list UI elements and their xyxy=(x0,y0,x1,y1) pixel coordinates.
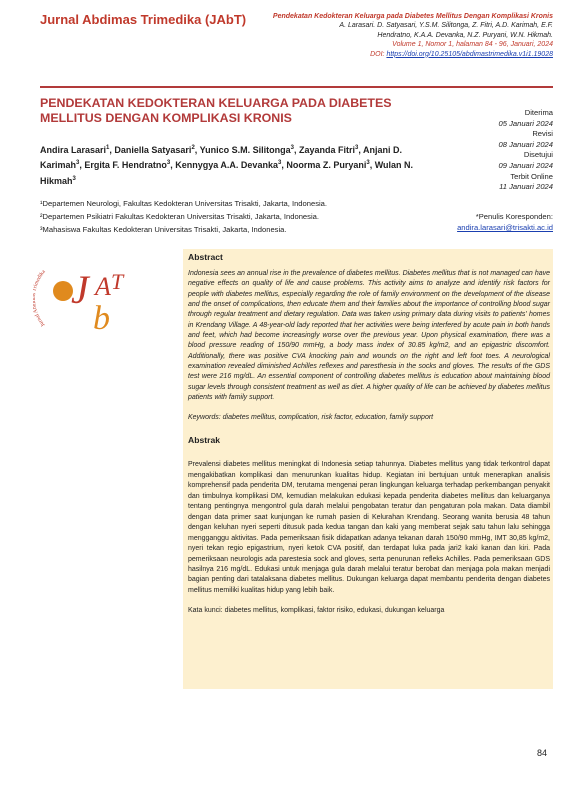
running-header xyxy=(253,12,553,59)
date-value-received: 05 Januari 2024 xyxy=(498,118,553,128)
abstract-id-heading: Abstrak xyxy=(188,435,220,446)
date-label-accepted: Disetujui xyxy=(523,150,553,160)
jabt-logo-icon xyxy=(33,255,181,337)
journal-logo xyxy=(33,255,181,337)
author: Kennygya A.A. Devanka$^3$ xyxy=(175,160,282,171)
keywords-en: Keywords: diabetes mellitus, complication, risk factor, education, family support xyxy=(188,414,434,422)
logo-letter-t: T xyxy=(111,269,124,294)
abstract-en-heading: Abstract xyxy=(188,252,223,262)
corresponding-email-link[interactable]: andira.larasari@trisakti.ac.id xyxy=(457,223,553,232)
date-label-online: Terbit Online xyxy=(510,171,553,181)
date-value-accepted: 09 Januari 2024 xyxy=(498,160,553,170)
abstract-content xyxy=(188,252,550,616)
affiliations xyxy=(40,198,440,236)
date-value-revised: 08 Januari 2024 xyxy=(498,139,553,149)
logo-letter-a: A xyxy=(95,272,111,301)
publication-dates xyxy=(499,108,553,193)
affiliation-3: ³Mahasiswa Fakultas Kedokteran Universitas Trisakti, Jakarta, Indonesia. xyxy=(40,224,287,234)
author: Wulan N. Hikmah$^3$ xyxy=(40,160,414,186)
logo-letter-j: J xyxy=(71,267,89,312)
corresponding-author xyxy=(457,211,553,233)
affiliation-2: ²Departemen Psikiatri Fakultas Kedokteran Universitas Trisakti, Jakarta, Indonesia. xyxy=(40,211,319,221)
header-divider xyxy=(40,86,553,88)
logo-curved-text: Jurnal A imedika xyxy=(33,268,47,328)
running-authors-line-2: Hendratno, K.A.A. Devanka, N.Z. Puryani, W.N. Hikmah. xyxy=(377,31,553,39)
corresponding-label: *Penulis Koresponden: xyxy=(475,212,553,221)
abstract-id-text: Prevalensi diabetes mellitus meningkat di Indonesia setiap tahunnya. Diabetes mellitus yang tidak terkontrol dapat mengakibatkan komplikasi dan menurunkan kualitas hidup. Kegiatan ini bertujuan untuk menerapkan analisis komprehensif pada penderita DM, terutama mengenai peran lingkungan keluarga terhadap perkembangan penyakit dan timbulnya komplikasi DM, kemudian melakukan edukasi kepada penderita diabetes mellitus dan keluarganya tentang pentingnya mengontrol gula darah melalui pengobatan teratur dan pengaturan pola makan. Data diambil dengan data primer saat kunjungan ke rumah pasien di Kelurahan Krendang. Seorang wanita berusia 48 tahun dengan keluhan nyeri seperti ditusuk pada kedua tangan dan kaki yang memberat sejak satu tahun lalu sehingga mengganggu aktivitas. Pada pemeriksaan fisik didapatkan adanya tekanan darah 150/90 mmHg, IMT 30,85 kg/m2, nyeri tekan regio epigastrium, nyeri ketok CVA positif, dan terdapat luka pada jari2 kaki kanan dan kiri. Pada pemeriksaan neurologis ada parestesia sock and gloves, serta penurunan refleks Achilles. Pada pemeriksaan GDS hasilnya 216 mg/dL. Edukasi untuk menjaga gula darah melalui teratur berobat dan menjaga pola makan menjadi bagian penting dari tatalaksana diabetes mellitus. Dukungan keluarga dapat membantu penderita dengan diabetes mellitus memiliki kualitas hidup yang lebih baik. xyxy=(188,461,550,594)
author-list: Andira Larasari$^1$, Daniella Satyasari$^2$, Yunico S.M. Silitonga$^3$, Zayanda Fitri$^3$, Anjani D. Karimah$^3$, Ergita F. Hendratno$^3$, Kennygya A.A. Devanka$^3$, Noorma Z. Puryani$^3$, Wulan N. Hikmah$^3$ xyxy=(40,145,414,186)
journal-name: Jurnal Abdimas Trimedika (JAbT) xyxy=(40,12,247,27)
date-value-online: 11 Januari 2024 xyxy=(499,182,553,192)
keywords-id: Kata kunci: diabetes mellitus, komplikasi, faktor risiko, edukasi, dukungan keluarga xyxy=(188,607,445,615)
date-label-received: Diterima xyxy=(524,108,553,117)
running-title: Pendekatan Kedokteran Keluarga pada Diabetes Mellitus Dengan Komplikasi Kronis xyxy=(272,13,553,20)
running-authors-line-1: A. Larasari. D. Satyasari, Y.S.M. Silitonga, Z. Fitri, A.D. Karimah, E.F. xyxy=(339,22,553,30)
doi-line xyxy=(253,50,553,59)
author: Noorma Z. Puryani$^3$ xyxy=(286,160,370,171)
doi-link[interactable]: https://doi.org/10.25105/abdimastrimedika.v1i1.19028 xyxy=(386,50,553,58)
author: Zayanda Fitri$^3$ xyxy=(299,145,359,155)
logo-letter-b: b xyxy=(93,300,110,337)
author: Andira Larasari$^1$ xyxy=(40,145,110,155)
date-label-revised: Revisi xyxy=(532,129,553,139)
author: Ergita F. Hendratno$^3$ xyxy=(84,160,171,171)
logo-orange-dot xyxy=(53,281,73,301)
author: Daniella Satyasari$^2$ xyxy=(114,145,195,155)
affiliation-1: ¹Departemen Neurologi, Fakultas Kedokteran Universitas Trisakti, Jakarta, Indonesia. xyxy=(40,199,328,208)
volume-info: Volume 1, Nomor 1, halaman 84 - 96, Januari, 2024 xyxy=(392,41,553,49)
abstract-en-text: Indonesia sees an annual rise in the prevalence of diabetes mellitus. Diabetes mellitus that is not managed can have negative effects on quality of life and cause problems. This activity aims to analyze and identify risk factors for people with diabetes mellitus, especially regarding the role of family environment on the development of the disease and the onset of complications, then educate them and their families about the importance of controlling blood sugar through regular treatment and dietary regulation. Data was taken using primary data during visits to patients' homes in Krendang Village. A 48-year-old lady reported that her activities were being interfered by acute pain in both hands and feet, which had become increasingly worse over the previous year. Upon physical examination, there was a blood pressure reading of 150/90 mmHg, a body mass index of 30.85 kg/m2, and an epigastric discomfort. Additionally, there was positive CVA knocking pain and wounds on the right and left foot toes. A neurological examination revealed diminished Achilles reflexes and paresthesia in the socks and gloves. The results of the GDS test were 216 mg/dL. An essential component of controlling diabetes mellitus is education about maintaining blood sugar levels through consistent treatment as well as diet. A higher quality of life can be achieved by diabetes mellitus patients with family support. xyxy=(188,270,550,402)
page-number: 84 xyxy=(536,748,547,758)
author: Yunico S.M. Silitonga$^3$ xyxy=(199,145,294,155)
author: Anjani D. Karimah$^3$ xyxy=(40,145,403,171)
article-title: PENDEKATAN KEDOKTERAN KELUARGA PADA DIABETES MELLITUS DENGAN KOMPLIKASI KRONIS xyxy=(40,96,392,125)
doi-label: DOI: xyxy=(370,50,387,58)
